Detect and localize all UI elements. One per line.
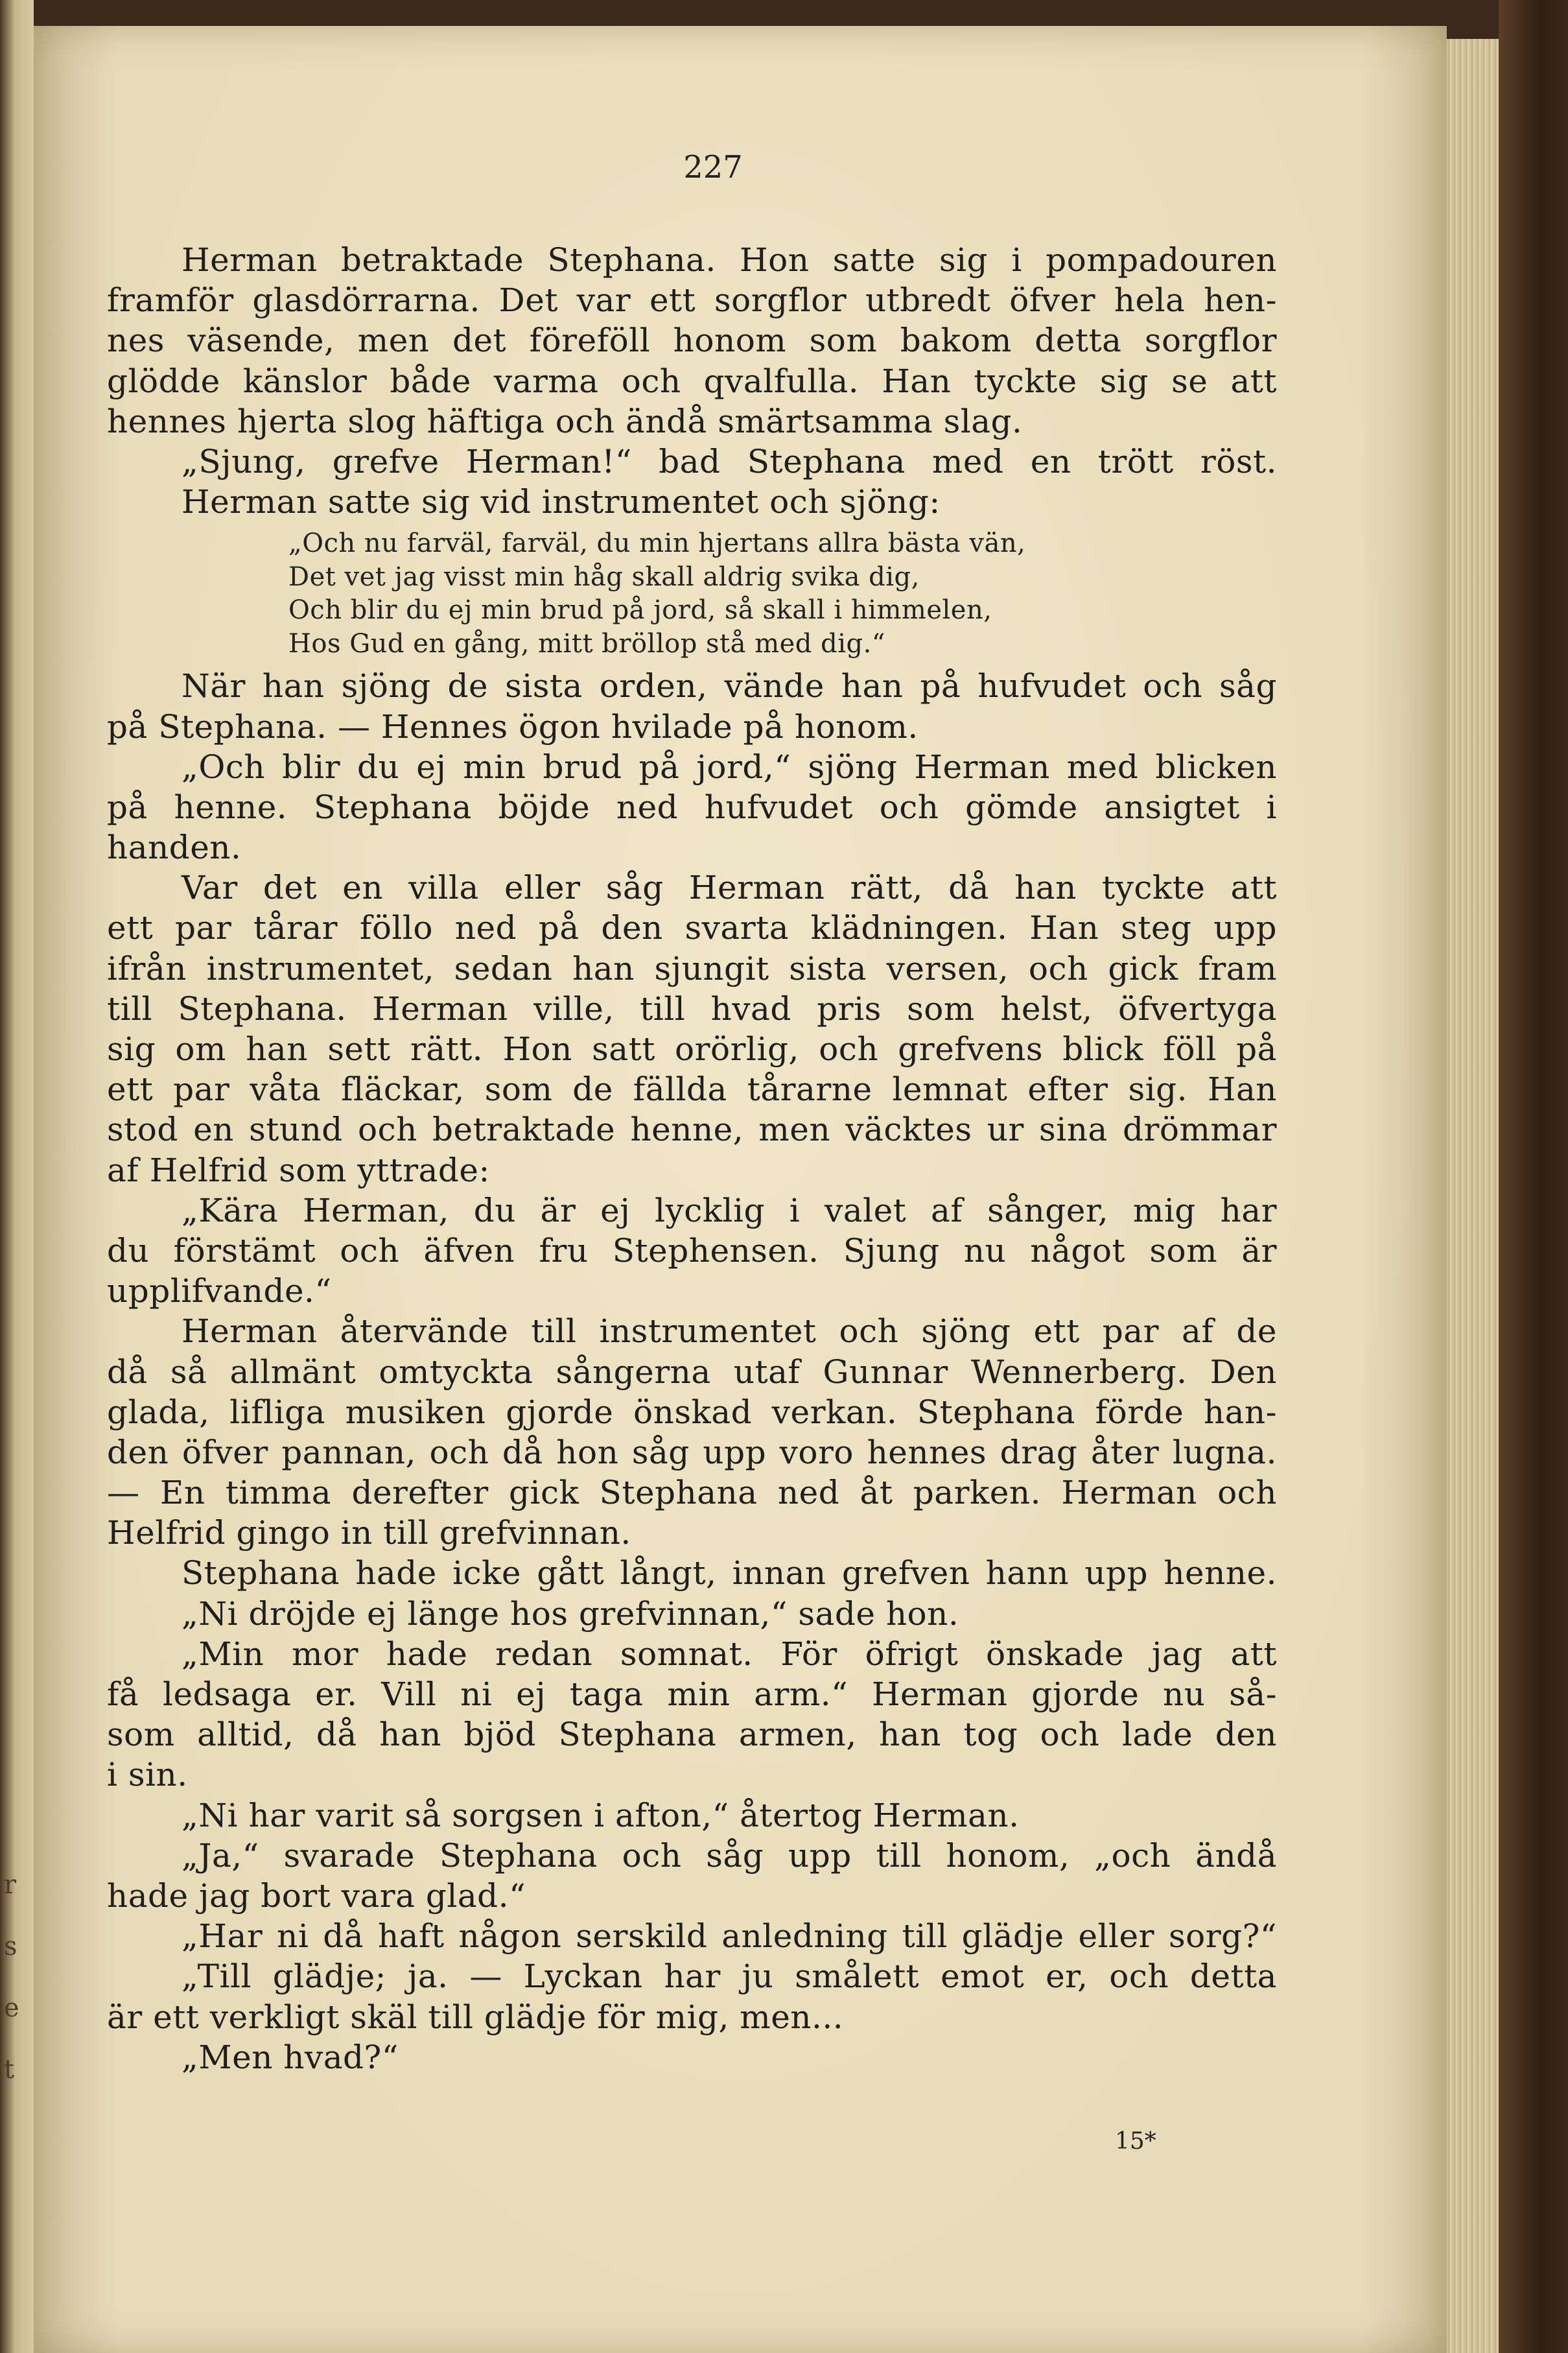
text-line: „Ja,“ svarade Stephana och såg upp till honom, „och ändå (181, 1836, 1277, 1874)
text-line: Herman betraktade Stephana. Hon satte sig i pompadouren (181, 241, 1277, 279)
edge-letter: e (4, 1993, 19, 2023)
text-line: handen. (107, 829, 242, 867)
text-line: på Stephana. — Hennes ögon hvilade på honom. (107, 707, 919, 746)
text-line: ett par tårar föllo ned på den svarta klädningen. Han steg upp (107, 909, 1277, 947)
text-line: upplifvande.“ (107, 1272, 332, 1310)
text-line: När han sjöng de sista orden, vände han på hufvudet och såg (181, 667, 1277, 705)
text-line: „Har ni då haft någon serskild anledning till glädje eller sorg?“ (181, 1917, 1277, 1956)
edge-letter: t (4, 2055, 15, 2085)
text-line: Helfrid gingo in till grefvinnan. (107, 1514, 631, 1552)
text-line: du förstämt och äfven fru Stephensen. Sjung nu något som är (107, 1231, 1277, 1270)
text-line: på henne. Stephana böjde ned hufvudet och gömde ansigtet i (107, 788, 1277, 826)
text-line: den öfver pannan, och då hon såg upp voro hennes drag åter lugna. (107, 1433, 1277, 1471)
text-line: nes väsende, men det föreföll honom som bakom detta sorgflor (107, 322, 1277, 360)
text-line: „Och blir du ej min brud på jord,“ sjöng Herman med blicken (181, 748, 1277, 786)
text-line: — En timma derefter gick Stephana ned åt parken. Herman och (107, 1474, 1277, 1512)
text-line: „Min mor hade redan somnat. För öfrigt önskade jag att (181, 1635, 1277, 1673)
page-number: 227 (683, 149, 743, 185)
text-line: glödde känslor både varma och qvalfulla. Han tyckte sig se att (107, 362, 1277, 400)
text-line: då så allmänt omtyckta sångerna utaf Gunnar Wennerberg. Den (107, 1353, 1277, 1391)
verse-line: „Och nu farväl, farväl, du min hjertans allra bästa vän, (288, 528, 1026, 559)
text-line: „Ni dröjde ej länge hos grefvinnan,“ sade hon. (181, 1594, 959, 1633)
verse-line: Hos Gud en gång, mitt bröllop stå med dig.“ (288, 628, 885, 659)
text-line: „Ni har varit så sorgsen i afton,“ återtog Herman. (181, 1796, 1020, 1834)
text-line: „Sjung, grefve Herman!“ bad Stephana med en trött röst. (181, 442, 1277, 480)
text-line: stod en stund och betraktade henne, men väcktes ur sina drömmar (107, 1111, 1277, 1149)
song-verse (107, 527, 1277, 661)
text-line: „Till glädje; ja. — Lyckan har ju smålett emot er, och detta (181, 1957, 1277, 1996)
body-text (107, 240, 1277, 2077)
text-line: af Helfrid som yttrade: (107, 1151, 490, 1189)
text-line: „Kära Herman, du är ej lycklig i valet af sånger, mig har (181, 1191, 1277, 1229)
text-line: Var det en villa eller såg Herman rätt, då han tyckte att (181, 869, 1277, 907)
text-line: ett par våta fläckar, som de fällda tårarne lemnat efter sig. Han (107, 1070, 1277, 1109)
text-line: i sin. (107, 1756, 188, 1794)
text-line: Herman återvände till instrumentet och sjöng ett par af de (181, 1312, 1277, 1351)
text-line: hade jag bort vara glad.“ (107, 1876, 526, 1915)
text-line: glada, lifliga musiken gjorde önskad verkan. Stephana förde han- (107, 1393, 1277, 1431)
text-line: få ledsaga er. Vill ni ej taga min arm.“ Herman gjorde nu så- (107, 1675, 1277, 1713)
text-line: Herman satte sig vid instrumentet och sjöng: (181, 483, 941, 521)
text-line: ifrån instrumentet, sedan han sjungit sista versen, och gick fram (107, 949, 1277, 987)
edge-letter: r (4, 1870, 17, 1900)
text-line: sig om han sett rätt. Hon satt orörlig, och grefvens blick föll på (107, 1030, 1277, 1068)
text-line: är ett verkligt skäl till glädje för mig, men... (107, 1998, 844, 2036)
text-line: till Stephana. Herman ville, till hvad pris som helst, öfvertyga (107, 989, 1277, 1028)
text-line: hennes hjerta slog häftiga och ändå smärtsamma slag. (107, 402, 1023, 440)
page-stack-edge (1447, 39, 1499, 2353)
text-line: framför glasdörrarna. Det var ett sorgflor utbredt öfver hela hen- (107, 281, 1277, 320)
text-line: Stephana hade icke gått långt, innan grefven hann upp henne. (181, 1554, 1277, 1592)
printer-signature-mark: 15* (1115, 2128, 1156, 2155)
text-line: som alltid, då han bjöd Stephana armen, han tog och lade den (107, 1716, 1277, 1754)
previous-page-edge (0, 0, 34, 2353)
edge-letter: s (4, 1932, 18, 1961)
text-line: „Men hvad?“ (181, 2038, 399, 2076)
book-cover-edge (1499, 0, 1568, 2353)
verse-line: Det vet jag visst min håg skall aldrig svika dig, (288, 562, 920, 592)
previous-page-letters (4, 1854, 30, 2101)
verse-line: Och blir du ej min brud på jord, så skall i himmelen, (288, 595, 992, 626)
